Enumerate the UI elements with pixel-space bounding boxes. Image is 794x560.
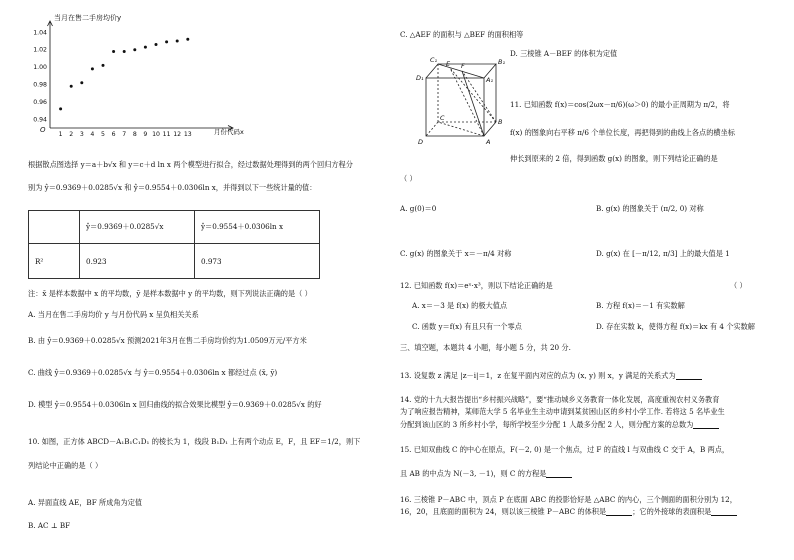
x-tick-label: 7 [122,131,127,138]
table-header-model-1: ŷ＝0.9369＋0.0285√x [80,211,195,244]
regression-table [28,210,320,279]
x-tick-label: 6 [111,131,116,138]
q11-stem-line-2: f(x) 的图象向右平移 π/6 个单位长度，再把得到的曲线上各点的横坐标 [510,128,735,137]
q12-option-b: B. 方程 f(x)＝－1 有实数解 [596,301,685,310]
cube-label: B₁ [498,58,506,66]
q14-answer-blank[interactable] [693,421,719,429]
x-axis-label: 月份代码x [214,128,244,136]
x-tick-label: 9 [143,131,148,138]
data-point [80,81,83,84]
q13-text: 13. 设复数 z 满足 |z－i|＝1，z 在复平面内对应的点为 (x, y) 则 x，y 满足的关系式为 [400,371,676,380]
cube-label: A [486,138,491,146]
q15-line-2 [400,469,572,478]
q12-stem: 12. 已知函数 f(x)＝eˣ·x³，则以下结论正确的是 [400,281,553,290]
q10-stem-line-2: 列结论中正确的是（ ） [28,461,103,470]
data-point [112,50,115,53]
table-value-model-1: 0.923 [80,244,195,279]
q16-text-2: 16，20，且底面的面积为 24，则以该三棱锥 P－ABC 的体积是 [400,507,607,516]
x-tick-label: 3 [79,131,84,138]
q9-option-b: B. 由 ŷ＝0.9369＋0.0285√x 预测2021年3月在售二手房均价约为1.0509万元/平方米 [28,336,307,345]
q16-line-1: 16. 三棱锥 P－ABC 中，顶点 P 在底面 ABC 的投影恰好是 △ABC 的内心，三个侧面的面积分别为 12， [400,495,737,504]
q12-option-c: C. 函数 y＝f(x) 有且只有一个零点 [412,322,522,331]
q16-line-2 [400,507,737,516]
x-tick-label: 1 [58,131,63,138]
cube-label: B [498,118,503,126]
x-tick-label: 12 [173,131,182,138]
x-tick-label: 13 [183,131,192,138]
data-point [59,107,62,110]
x-tick-label: 10 [152,131,160,138]
data-point [70,85,73,88]
plot-points [59,38,189,111]
q10-option-b: B. AC ⊥ BF [28,521,71,530]
table-value-model-2: 0.973 [195,244,320,279]
y-tick-label: 1.04 [33,29,47,37]
cube-label: A₁ [486,76,494,84]
y-tick-label: 1.00 [33,64,47,72]
cube-label: D₁ [416,74,424,82]
q15-text-2: 且 AB 的中点为 N(－3, －1)，则 C 的方程是 [400,469,547,478]
table-row-label: R² [29,244,80,279]
x-tick-label: 2 [69,131,74,138]
section-3-heading: 三、填空题，本题共 4 小题，每小题 5 分，共 20 分. [400,343,571,352]
data-point [102,64,105,67]
q12-option-d: D. 存在实数 k，使得方程 f(x)＝kx 有 4 个实数解 [596,322,755,331]
q16-answer-blank-1[interactable] [606,508,632,516]
data-point [186,38,189,41]
q11-option-d: D. g(x) 在 [－π/12, π/3] 上的最大值是 1 [596,249,730,258]
origin-label: O [40,126,46,134]
y-axis-label: 当月在售二手房均价y [54,14,122,22]
cube-label: C [440,114,445,122]
q11-stem-line-3: 伸长到原来的 2 倍，得到函数 g(x) 的图象，则下列结论正确的是 [510,154,718,163]
cube-label: C₁ [430,56,438,64]
x-tick-label: 11 [162,131,171,138]
cube-diagonal-ac [438,122,484,136]
scatter-plot [22,8,252,143]
q11-option-c: C. g(x) 的图象关于 x＝－π/4 对称 [400,249,512,258]
q10-option-a: A. 异面直线 AE，BF 所成角为定值 [28,498,143,507]
table-header-model-2: ŷ＝0.9554＋0.0306ln x [195,211,320,244]
y-tick-label: 0.96 [33,98,47,106]
q10-option-d: D. 三棱锥 A－BEF 的体积为定值 [510,49,618,58]
q14-text-3: 分配到该山区的 3 所乡村小学，每所学校至少分配 1 人最多分配 2 人，则分配方案的总数为 [400,420,694,429]
data-point [144,46,147,49]
cube-label: D [418,138,424,146]
data-point [123,50,126,53]
q14-line-3 [400,420,719,429]
q10-option-c: C. △AEF 的面积与 △BEF 的面积相等 [400,30,524,39]
cube-front-face [426,78,484,136]
x-tick-label: 5 [101,131,105,138]
q9-option-d: D. 模型 ŷ＝0.9554＋0.0306ln x 回归曲线的拟合效果比模型 ŷ＝0.9369＋0.0285√x 的好 [28,400,322,409]
q12-option-a: A. x＝－3 是 f(x) 的极大值点 [412,301,508,310]
q11-stem-line-1: 11. 已知函数 f(x)＝cos(2ωx－π/6)(ω＞0) 的最小正周期为 π/2，将 [510,100,730,109]
q15-line-1: 15. 已知双曲线 C 的中心在原点，F(－2, 0) 是一个焦点，过 F 的直线 l 与双曲线 C 交于 A，B 两点， [400,445,730,454]
x-tick-label: 8 [132,131,137,138]
q16-text-3: ；它的外接球的表面积是 [632,507,712,516]
q12-answer-paren: （ ） [730,281,747,290]
plot-axes [48,21,234,131]
y-tick-label: 1.02 [33,46,47,54]
q15-answer-blank[interactable] [546,470,572,478]
q13-line [400,371,702,380]
y-tick-label: 0.98 [33,81,47,89]
plot-ticks [33,29,192,138]
q14-line-1: 14. 党的十九大报告提出“乡村振兴战略”，要“推动城乡义务教育一体化发展，高度重视农村义务教育 [400,395,720,404]
q9-option-a: A. 当月在售二手房均价 y 与月份代码 x 呈负相关关系 [28,310,199,319]
cube-hidden-edge-3 [426,122,438,136]
intro-line-2: 别为 ŷ＝0.9369＋0.0285√x 和 ŷ＝0.9554＋0.0306ln x，并得到以下一些统计量的值： [28,183,317,192]
table-corner-cell [29,211,80,244]
x-tick-label: 4 [90,131,95,138]
cube-figure [404,56,504,146]
q14-line-2: 为了响应报告精神，某师范大学 5 名毕业生主动申请到某贫困山区的乡村小学工作. 若将这 5 名毕业生 [400,407,725,416]
data-point [91,67,94,70]
q11-option-b: B. g(x) 的图象关于 (π/2, 0) 对称 [596,204,704,213]
q9-option-c: C. 曲线 ŷ＝0.9369＋0.0285√x 与 ŷ＝0.9554＋0.0306ln x 都经过点 (x̄, ȳ) [28,368,278,377]
data-point [165,40,168,43]
cube-bottom-right-edge [484,122,496,136]
data-point [176,40,179,43]
data-point [155,43,158,46]
y-tick-label: 0.94 [33,116,47,124]
cube-label: F [461,62,465,70]
q16-answer-blank-2[interactable] [711,508,737,516]
q10-stem-line-1: 10. 如图，正方体 ABCD－A₁B₁C₁D₁ 的棱长为 1，线段 B₁D₁ 上有两个动点 E，F，且 EF＝1/2，则下 [28,437,361,446]
data-point [133,48,136,51]
q13-answer-blank[interactable] [676,372,702,380]
q11-answer-paren: （ ） [400,174,417,183]
table-note: 注：x̄ 是样本数据中 x 的平均数，ȳ 是样本数据中 y 的平均数，则下列说法正确的是（ ） [28,289,312,298]
q11-option-a: A. g(0)＝0 [400,204,437,213]
intro-line-1: 根据散点图选择 y＝a＋b√x 和 y＝c＋d ln x 两个模型进行拟合，经过数据处理得到的两个回归方程分 [28,160,353,169]
cube-label: E [446,60,451,68]
